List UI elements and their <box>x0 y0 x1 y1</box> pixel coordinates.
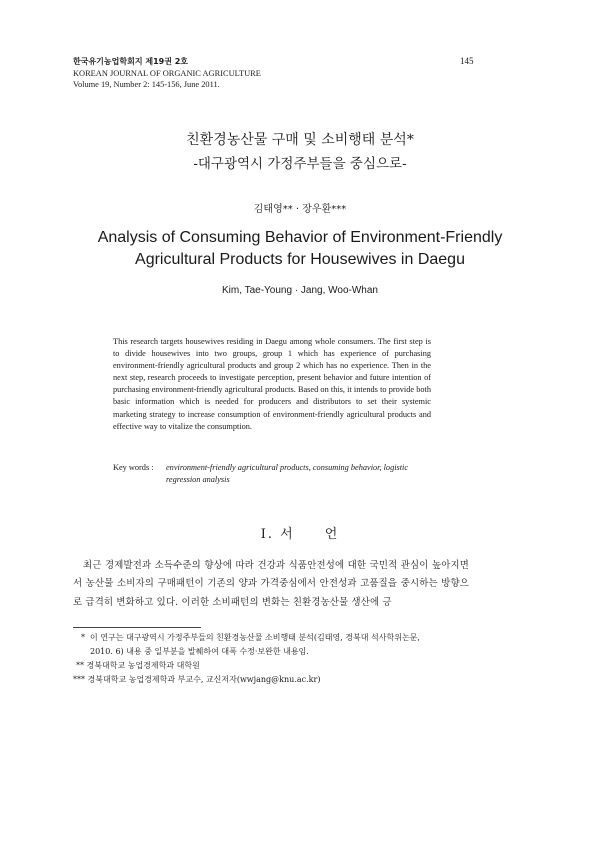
footnote-2-text: 경북대학교 농업경제학과 대학원 <box>86 661 200 670</box>
english-title-block <box>0 227 600 271</box>
english-title-line1: Analysis of Consuming Behavior of Environment-Friendly <box>97 229 503 246</box>
footnotes <box>73 631 473 687</box>
footnote-2 <box>73 659 473 673</box>
journal-title-english: KOREAN JOURNAL OF ORGANIC AGRICULTURE <box>73 68 261 78</box>
abstract: This research targets housewives residing in Daegu among whole consumers. The first step is to divide housewives into two groups, group 1 which has experience of purchasing environment-friendly agricultural products and group 2 which has no experience. Then in the next step, research proceeds to investigate perception, present behavior and future intention of purchasing environment-friendly agricultural products. Based on this, it intends to provide both basic information which is needed for producers and distributors to set their systemic marketing strategy to increase consumption of environment-friendly agricultural products and effective way to vitalize the consumption. <box>113 337 431 431</box>
keywords <box>113 462 443 485</box>
journal-header <box>73 56 261 91</box>
footnote-3-text: 경북대학교 농업경제학과 부교수, 교신저자(wwjang@knu.ac.kr) <box>87 675 321 684</box>
section-heading <box>0 523 600 542</box>
footnote-3-mark: *** <box>73 675 85 684</box>
section-title: 언 <box>324 527 340 542</box>
english-authors: Kim, Tae-Young · Jang, Woo-Whan <box>221 285 378 296</box>
journal-title-korean: 한국유기농업학회지 제19권 2호 <box>73 57 189 66</box>
footnote-2-mark: ** <box>76 661 84 670</box>
korean-authors: 김태영** · 장우환*** <box>253 204 347 215</box>
keywords-terms: environment-friendly agricultural products, consuming behavior, logistic regression analysis <box>166 463 409 485</box>
footnote-1-continued: 2010. 6) 내용 중 일부분을 발췌하여 대폭 수정·보완한 내용임. <box>90 647 309 656</box>
korean-title-block <box>0 128 600 176</box>
footnote-1-line1: 이 연구는 대구광역시 가정주부들의 친환경농산물 소비행태 분석(김태영, 경북대 석사학위논문, <box>90 633 420 642</box>
footnote-1-mark: * <box>81 633 85 642</box>
footnote-divider <box>73 627 201 628</box>
korean-subtitle: -대구광역시 가정주부들을 중심으로- <box>193 156 407 172</box>
keywords-label: Key words : <box>113 463 154 472</box>
korean-title: 친환경농산물 구매 및 소비행태 분석* <box>186 132 414 148</box>
english-title-line2: Agricultural Products for Housewives in Daegu <box>135 251 465 268</box>
footnote-1 <box>73 631 473 645</box>
journal-volume: Volume 19, Number 2: 145-156, June 2011. <box>73 80 220 89</box>
footnote-3 <box>73 673 473 687</box>
section-number: Ⅰ. 서 <box>260 527 295 542</box>
body-paragraph: 최근 경제발전과 소득수준의 향상에 따라 건강과 식품안전성에 대한 국민적 관심이 높아지면서 농산물 소비자의 구매패턴이 기존의 양과 가격중심에서 안전성과 고품질을 중시하는 방향으로 급격히 변화하고 있다. 이러한 소비패턴의 변화는 친환경농산물 생산에 긍 <box>73 560 469 608</box>
page-number: 145 <box>460 56 474 66</box>
